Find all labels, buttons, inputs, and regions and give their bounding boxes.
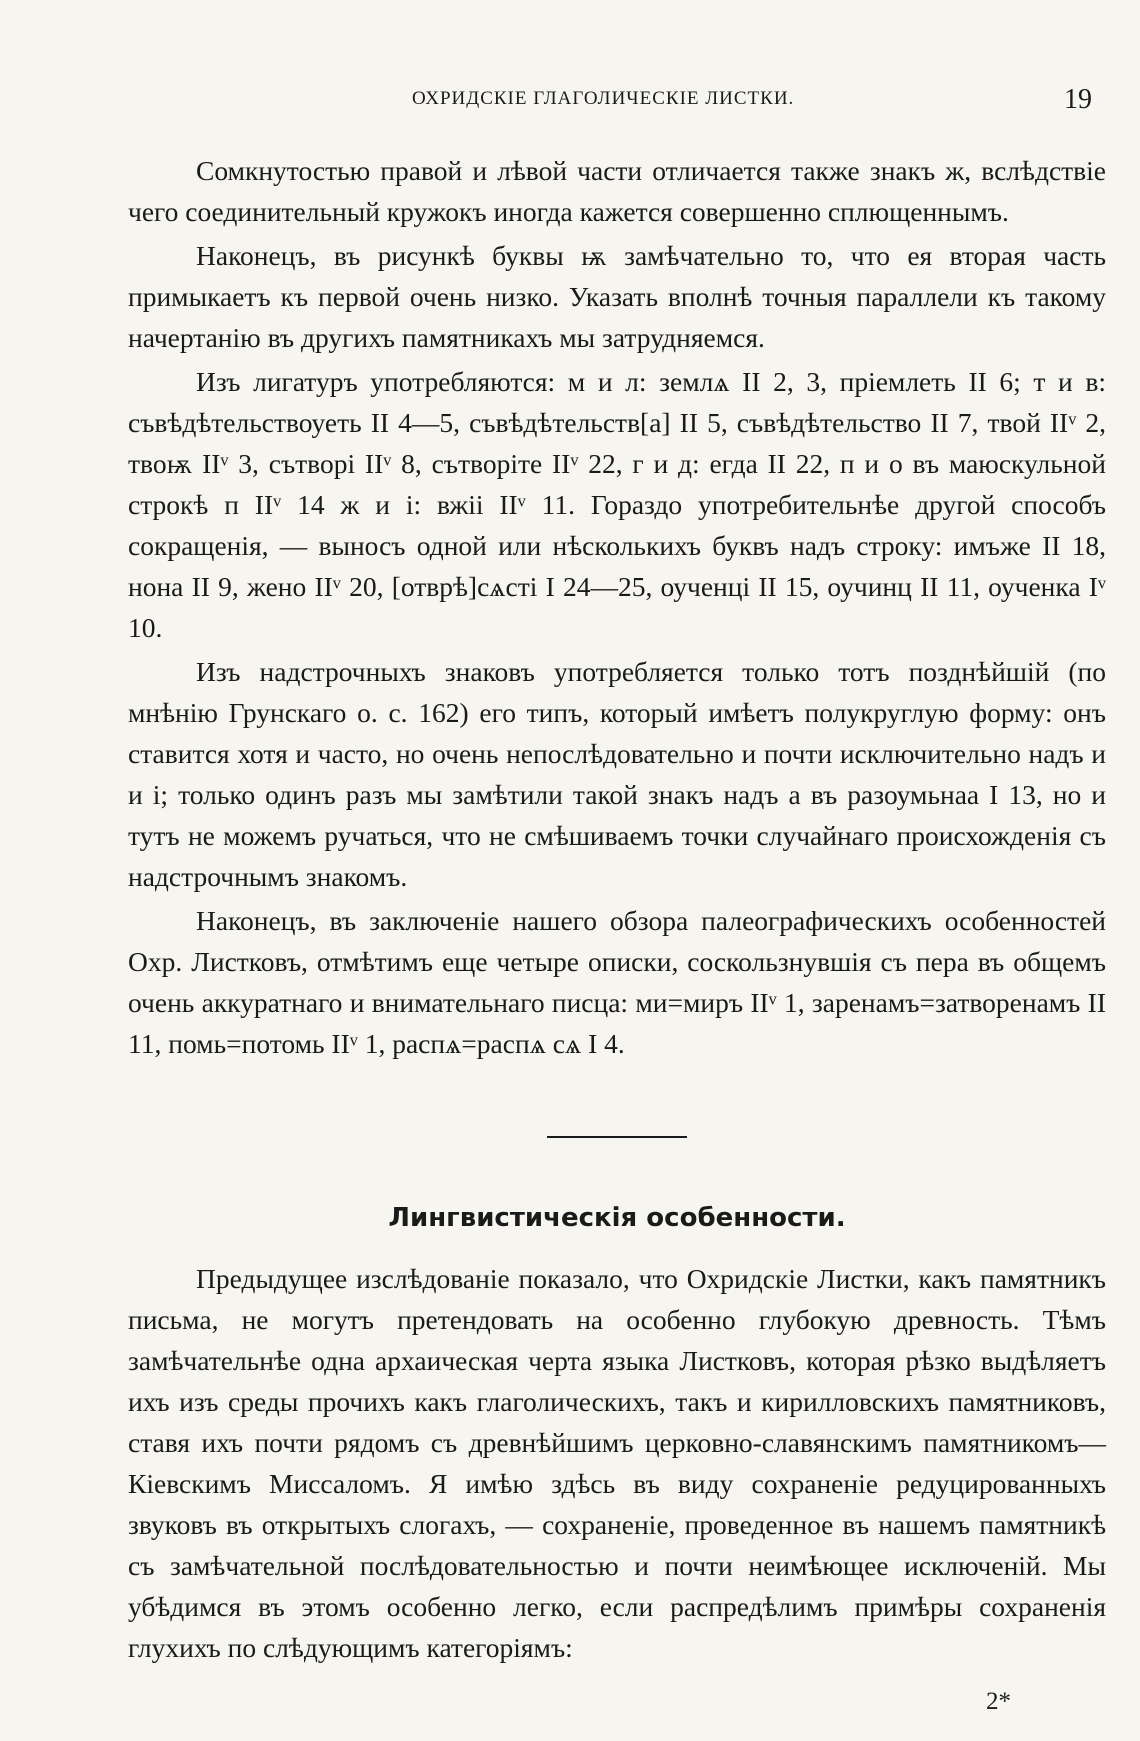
running-title: ОХРИДСКІЕ ГЛАГОЛИЧЕСКІЕ ЛИСТКИ. [412, 88, 795, 109]
paragraph-2: Наконецъ, въ рисункѣ буквы ѭ замѣчательно то, что ея вторая часть примыкаетъ къ первой очень низко. Указать вполнѣ точныя параллели къ такому начертанію въ другихъ памятникахъ мы затрудняемся. [128, 240, 1106, 353]
paragraph-4: Изъ надстрочныхъ знаковъ употребляется только тотъ позднѣйшій (по мнѣнію Грунскаго о. с. 162) его типъ, который имѣетъ полукруглую форму: онъ ставится хотя и часто, но очень непослѣдовательно и почти исключительно надъ и и і; только одинъ разъ мы замѣтили такой знакъ надъ а въ разоумьнаа I 13, но и тутъ не можемъ ручаться, что не смѣшиваемъ точки случайнаго происхожденія съ надстрочнымъ знакомъ. [128, 656, 1106, 892]
main-text [128, 150, 1106, 1668]
section-paragraph: Предыдущее изслѣдованіе показало, что Охридскіе Листки, какъ памятникъ письма, не могутъ претендовать на особенно глубокую древность. Тѣмъ замѣчательнѣе одна архаическая черта языка Листковъ, которая рѣзко выдѣляетъ ихъ изъ среды прочихъ какъ глаголическихъ, такъ и кирилловскихъ памятниковъ, ставя ихъ почти рядомъ съ древнѣйшимъ церковно-славянскимъ памятникомъ—Кіевскимъ Миссаломъ. Я имѣю здѣсь въ виду сохраненіе редуцированныхъ звуковъ въ открытыхъ слогахъ, — сохраненіе, проведенное въ нашемъ памятникѣ съ замѣчательной послѣдовательностью и почти неимѣющее исключеній. Мы убѣдимся въ этомъ особенно легко, если распредѣлимъ примѣры сохраненія глухихъ по слѣдующимъ категоріямъ: [128, 1263, 1106, 1663]
page-number: 19 [1064, 84, 1092, 115]
section-divider [547, 1136, 687, 1138]
section-heading: Лингвистическія особенности. [388, 1203, 846, 1233]
paragraph-3: Изъ лигатуръ употребляются: м и л: землѧ II 2, 3, пріемлеть II 6; т и в: съвѣдѣтельствоуеть II 4—5, съвѣдѣтельств[а] II 5, съвѣдѣтельство II 7, твой IIᵛ 2, твоѭ IIᵛ 3, сътворі IIᵛ 8, сътворіте IIᵛ 22, г и д: егда II 22, п и о въ маюскульной строкѣ п IIᵛ 14 ж и і: вжіі IIᵛ 11. Гораздо употребительнѣе другой способъ сокращенія, — выносъ одной или нѣсколькихъ буквъ надъ строку: имъже II 18, нона II 9, жено IIᵛ 20, [отврѣ]сѧсті I 24—25, оученці II 15, оучинц II 11, оученка Iᵛ 10. [128, 366, 1106, 643]
signature-mark: 2* [986, 1688, 1011, 1715]
paragraph-5: Наконецъ, въ заключеніе нашего обзора палеографическихъ особенностей Охр. Листковъ, отмѣтимъ еще четыре описки, соскользнувшія съ пера въ общемъ очень аккуратнаго и внимательнаго писца: ми=миръ IIᵛ 1, заренамъ=затворенамъ II 11, помь=потомь IIᵛ 1, распѧ=распѧ сѧ I 4. [128, 905, 1106, 1059]
paragraph-1: Сомкнутостью правой и лѣвой части отличается также знакъ ж, вслѣдствіе чего соединительный кружокъ иногда кажется совершенно сплющеннымъ. [128, 155, 1106, 227]
running-head [0, 84, 1140, 124]
